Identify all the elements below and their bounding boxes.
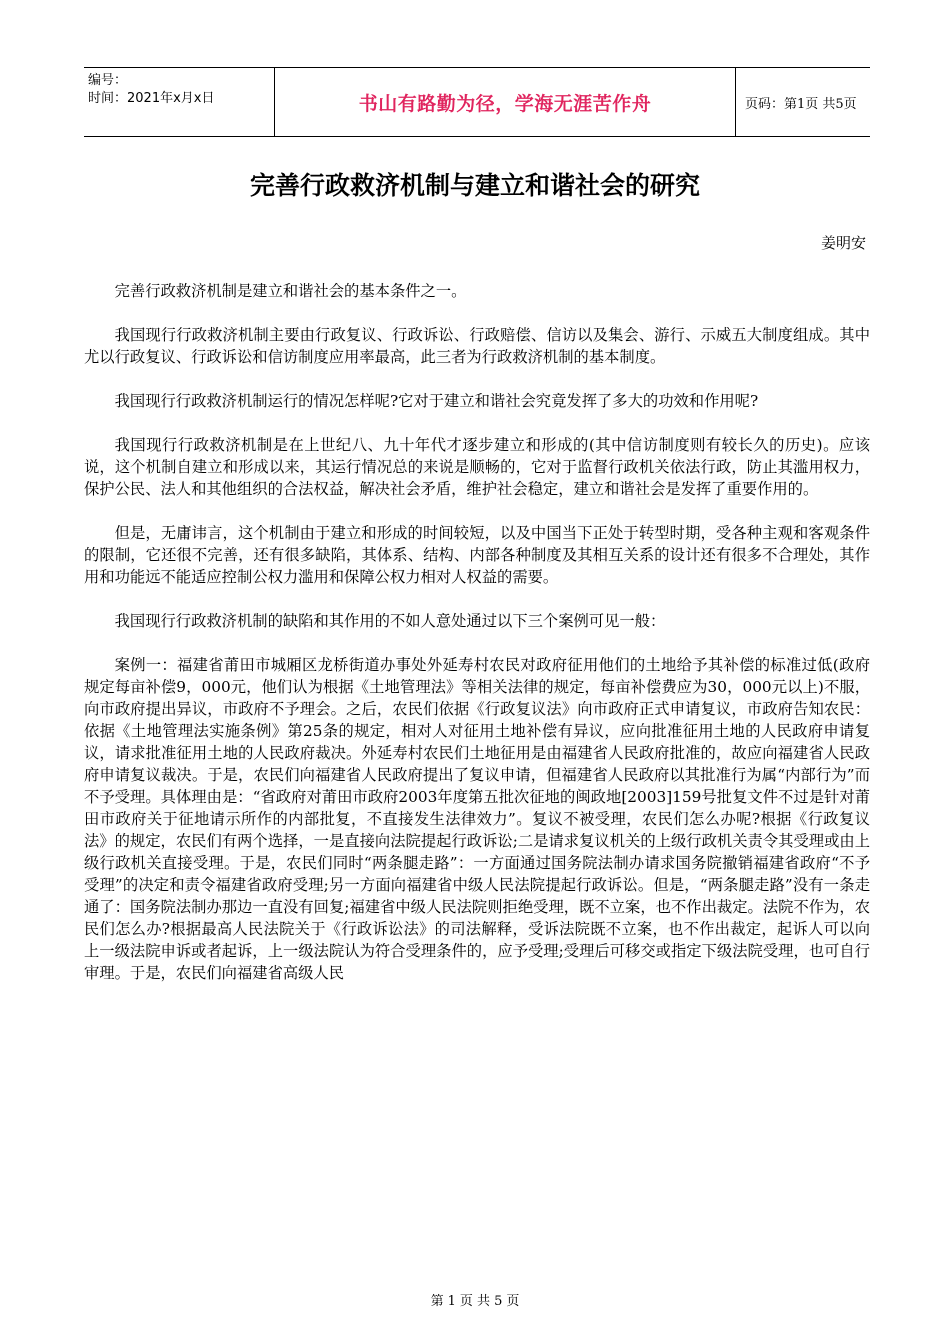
page-footer [0, 1290, 950, 1309]
paragraph: 我国现行行政救济机制主要由行政复议、行政诉讼、行政赔偿、信访以及集会、游行、示威五大制度组成。其中尤以行政复议、行政诉讼和信访制度应用率最高，此三者为行政救济机制的基本制度。 [84, 326, 870, 366]
footer-mid: 页 共 [459, 1294, 491, 1309]
paragraph: 我国现行行政救济机制是在上世纪八、九十年代才逐步建立和形成的(其中信访制度则有较长久的历史)。应该说，这个机制自建立和形成以来，其运行情况总的来说是顺畅的，它对于监督行政机关依法行政，防止其滥用权力，保护公民、法人和其他组织的合法权益，解决社会矛盾，维护社会稳定，建立和谐社会是发挥了重要作用的。 [84, 436, 870, 498]
document-author: 姜明安 [820, 234, 866, 252]
header-motto: 书山有路勤为径，学海无涯苦作舟 [358, 92, 652, 115]
document-title: 完善行政救济机制与建立和谐社会的研究 [249, 171, 700, 200]
header-page-cell [735, 68, 870, 136]
header-meta [84, 68, 274, 140]
document-time-label: 时间：2021年x月x日 [88, 91, 215, 106]
footer-suffix: 页 [506, 1294, 520, 1309]
header-motto-cell [274, 68, 736, 136]
footer-prefix: 第 [430, 1294, 444, 1309]
footer-total-pages: 5 [494, 1294, 503, 1309]
paragraph: 我国现行行政救济机制运行的情况怎样呢?它对于建立和谐社会究竟发挥了多大的功效和作用呢? [114, 392, 759, 410]
footer-current-page: 1 [447, 1294, 456, 1309]
page-header [84, 67, 870, 137]
paragraph: 完善行政救济机制是建立和谐社会的基本条件之一。 [114, 282, 467, 300]
paragraph: 但是，无庸讳言，这个机制由于建立和形成的时间较短，以及中国当下正处于转型时期，受各种主观和客观条件的限制，它还很不完善，还有很多缺陷，其体系、结构、内部各种制度及其相互关系的设计还有很多不合理处，其作用和功能远不能适应控制公权力滥用和保障公权力相对人权益的需要。 [84, 524, 870, 586]
document-number-label: 编号： [88, 73, 128, 88]
header-page-number: 页码：第1页 共5页 [745, 96, 857, 112]
paragraph: 我国现行行政救济机制的缺陷和其作用的不如人意处通过以下三个案例可见一般： [114, 612, 666, 630]
paragraph: 案例一：福建省莆田市城厢区龙桥街道办事处外延寿村农民对政府征用他们的土地给予其补偿的标准过低(政府规定每亩补偿9，000元，他们认为根据《土地管理法》等相关法律的规定，每亩补偿费应为30，000元以上)不服，向市政府提出异议，市政府不予理会。之后，农民们依据《行政复议法》向市政府正式申请复议，市政府告知农民：依据《土地管理法实施条例》第25条的规定，相对人对征用土地补偿有异议，应向批准征用土地的人民政府申请复议，请求批准征用土地的人民政府裁决。外延寿村农民们土地征用是由福建省人民政府批准的，故应向福建省人民政府申请复议裁决。于是，农民们向福建省人民政府提出了复议申请，但福建省人民政府以其批准行为属“内部行为”而不予受理。具体理由是：“省政府对莆田市政府2003年度第五批次征地的闽政地[2003]159号批复文件不过是针对莆田市政府关于征地请示所作的内部批复，不直接发生法律效力”。复议不被受理，农民们怎么办呢?根据《行政复议法》的规定，农民们有两个选择，一是直接向法院提起行政诉讼;二是请求复议机关的上级行政机关责令其受理或由上级行政机关直接受理。于是，农民们同时“两条腿走路”：一方面通过国务院法制办请求国务院撤销福建省政府“不予受理”的决定和责令福建省政府受理;另一方面向福建省中级人民法院提起行政诉讼。但是，“两条腿走路”没有一条走通了：国务院法制办那边一直没有回复;福建省中级人民法院则拒绝受理，既不立案，也不作出裁定。法院不作为，农民们怎么办?根据最高人民法院关于《行政诉讼法》的司法解释，受诉法院既不立案，也不作出裁定，起诉人可以向上一级法院申诉或者起诉，上一级法院认为符合受理条件的，应予受理;受理后可移交或指定下级法院受理，也可自行审理。于是，农民们向福建省高级人民 [84, 656, 870, 982]
document-body [84, 280, 870, 1006]
